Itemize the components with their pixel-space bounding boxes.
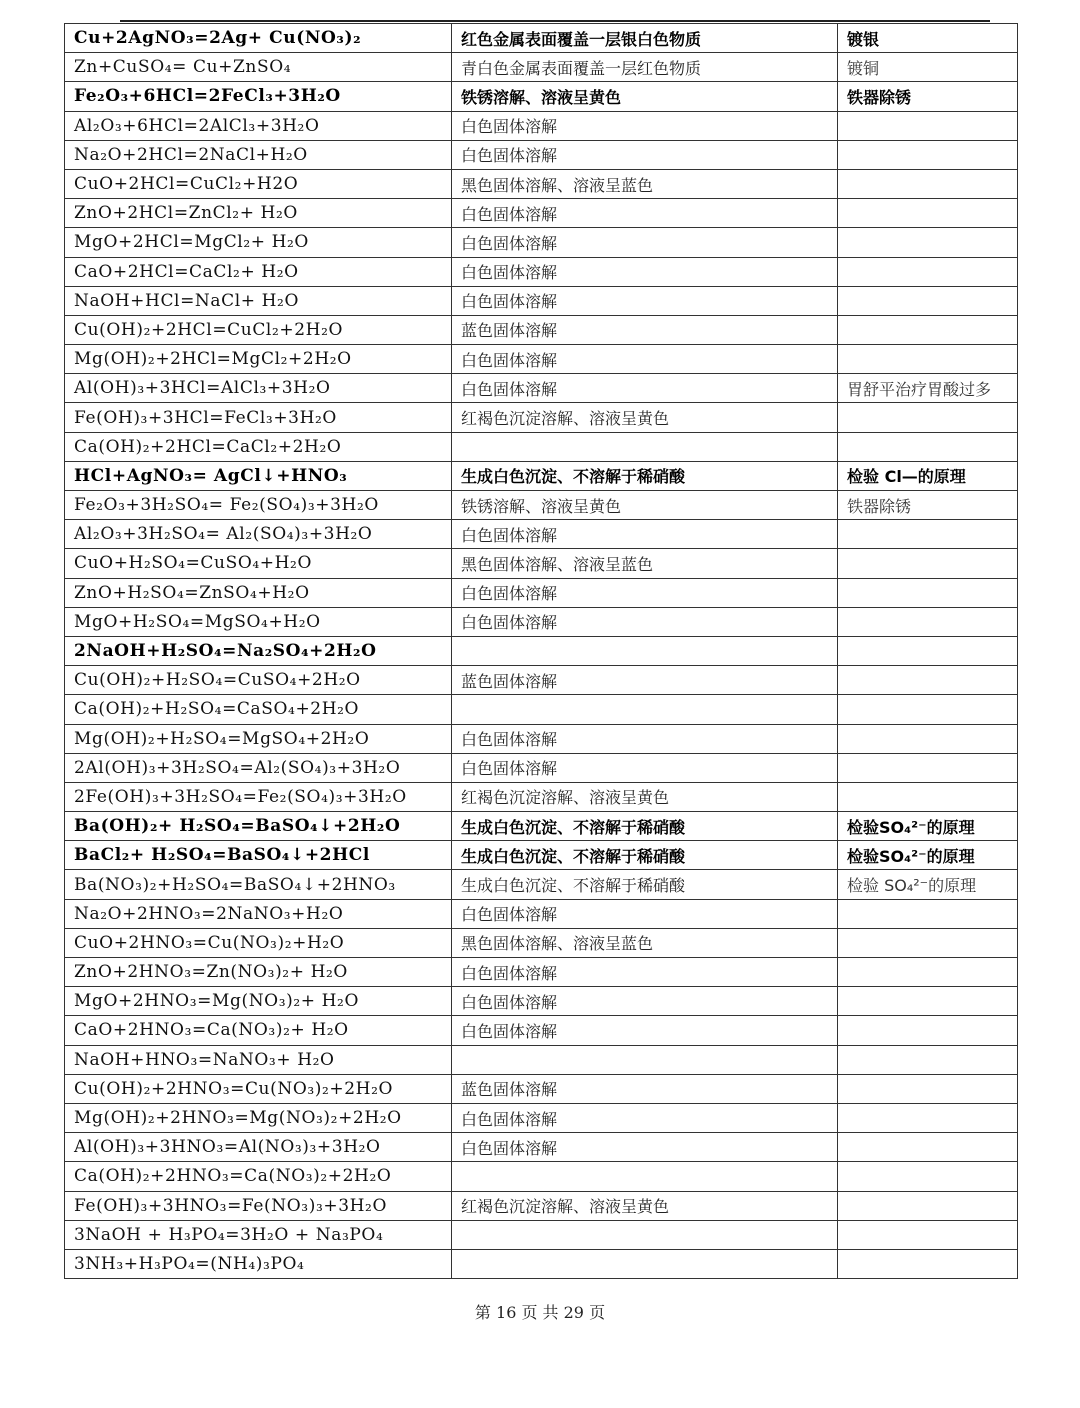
table-row bbox=[65, 140, 1018, 169]
table-row bbox=[65, 1220, 1018, 1249]
equation-cell: Al₂O₃+3H₂SO₄= Al₂(SO₄)₃+3H₂O bbox=[65, 520, 452, 549]
application-cell bbox=[838, 928, 1018, 957]
table-row bbox=[65, 987, 1018, 1016]
phenomenon-cell: 黑色固体溶解、溶液呈蓝色 bbox=[452, 169, 838, 198]
application-cell: 检验SO₄²⁻的原理 bbox=[838, 841, 1018, 870]
application-cell bbox=[838, 1220, 1018, 1249]
application-cell bbox=[838, 549, 1018, 578]
equation-cell: Na₂O+2HNO₃=2NaNO₃+H₂O bbox=[65, 899, 452, 928]
phenomenon-cell: 白色固体溶解 bbox=[452, 899, 838, 928]
application-cell: 镀银 bbox=[838, 24, 1018, 53]
table-row bbox=[65, 607, 1018, 636]
table-row bbox=[65, 636, 1018, 665]
phenomenon-cell: 铁锈溶解、溶液呈黄色 bbox=[452, 82, 838, 111]
phenomenon-cell bbox=[452, 1249, 838, 1278]
table-row bbox=[65, 286, 1018, 315]
table-row bbox=[65, 199, 1018, 228]
application-cell bbox=[838, 987, 1018, 1016]
application-cell bbox=[838, 753, 1018, 782]
application-cell: 检验SO₄²⁻的原理 bbox=[838, 812, 1018, 841]
equation-cell: Fe₂O₃+3H₂SO₄= Fe₂(SO₄)₃+3H₂O bbox=[65, 491, 452, 520]
phenomenon-cell: 生成白色沉淀、不溶解于稀硝酸 bbox=[452, 870, 838, 899]
phenomenon-cell: 白色固体溶解 bbox=[452, 753, 838, 782]
table-row bbox=[65, 403, 1018, 432]
phenomenon-cell bbox=[452, 1220, 838, 1249]
table-row bbox=[65, 1045, 1018, 1074]
reaction-table bbox=[64, 23, 1018, 1279]
phenomenon-cell: 黑色固体溶解、溶液呈蓝色 bbox=[452, 928, 838, 957]
table-row bbox=[65, 928, 1018, 957]
table-row bbox=[65, 1191, 1018, 1220]
phenomenon-cell: 白色固体溶解 bbox=[452, 520, 838, 549]
phenomenon-cell: 白色固体溶解 bbox=[452, 345, 838, 374]
phenomenon-cell: 红褐色沉淀溶解、溶液呈黄色 bbox=[452, 1191, 838, 1220]
phenomenon-cell: 生成白色沉淀、不溶解于稀硝酸 bbox=[452, 841, 838, 870]
application-cell: 铁器除锈 bbox=[838, 491, 1018, 520]
equation-cell: Mg(OH)₂+H₂SO₄=MgSO₄+2H₂O bbox=[65, 724, 452, 753]
application-cell bbox=[838, 345, 1018, 374]
table-row bbox=[65, 1103, 1018, 1132]
table-row bbox=[65, 1249, 1018, 1278]
equation-cell: CaO+2HCl=CaCl₂+ H₂O bbox=[65, 257, 452, 286]
equation-cell: Mg(OH)₂+2HCl=MgCl₂+2H₂O bbox=[65, 345, 452, 374]
application-cell bbox=[838, 257, 1018, 286]
equation-cell: Na₂O+2HCl=2NaCl+H₂O bbox=[65, 140, 452, 169]
application-cell bbox=[838, 520, 1018, 549]
application-cell bbox=[838, 1133, 1018, 1162]
application-cell bbox=[838, 199, 1018, 228]
application-cell bbox=[838, 1016, 1018, 1045]
page-footer: 第 16 页 共 29 页 bbox=[474, 1303, 606, 1322]
table-row bbox=[65, 53, 1018, 82]
application-cell bbox=[838, 1045, 1018, 1074]
equation-cell: Al(OH)₃+3HCl=AlCl₃+3H₂O bbox=[65, 374, 452, 403]
application-cell bbox=[838, 315, 1018, 344]
equation-cell: Fe(OH)₃+3HNO₃=Fe(NO₃)₃+3H₂O bbox=[65, 1191, 452, 1220]
phenomenon-cell: 青白色金属表面覆盖一层红色物质 bbox=[452, 53, 838, 82]
table-row bbox=[65, 345, 1018, 374]
equation-cell: Ca(OH)₂+2HNO₃=Ca(NO₃)₂+2H₂O bbox=[65, 1162, 452, 1191]
application-cell bbox=[838, 140, 1018, 169]
application-cell: 检验 SO₄²⁻的原理 bbox=[838, 870, 1018, 899]
table-row bbox=[65, 899, 1018, 928]
phenomenon-cell: 蓝色固体溶解 bbox=[452, 666, 838, 695]
table-row bbox=[65, 228, 1018, 257]
application-cell bbox=[838, 286, 1018, 315]
application-cell: 铁器除锈 bbox=[838, 82, 1018, 111]
application-cell bbox=[838, 695, 1018, 724]
table-row bbox=[65, 812, 1018, 841]
equation-cell: BaCl₂+ H₂SO₄=BaSO₄↓+2HCl bbox=[65, 841, 452, 870]
application-cell: 镀铜 bbox=[838, 53, 1018, 82]
phenomenon-cell: 红色金属表面覆盖一层银白色物质 bbox=[452, 24, 838, 53]
application-cell bbox=[838, 1074, 1018, 1103]
table-row bbox=[65, 491, 1018, 520]
phenomenon-cell: 红褐色沉淀溶解、溶液呈黄色 bbox=[452, 403, 838, 432]
phenomenon-cell: 白色固体溶解 bbox=[452, 374, 838, 403]
equation-cell: Al₂O₃+6HCl=2AlCl₃+3H₂O bbox=[65, 111, 452, 140]
table-row bbox=[65, 169, 1018, 198]
table-row bbox=[65, 1016, 1018, 1045]
phenomenon-cell bbox=[452, 432, 838, 461]
equation-cell: CaO+2HNO₃=Ca(NO₃)₂+ H₂O bbox=[65, 1016, 452, 1045]
application-cell: 检验 Cl—的原理 bbox=[838, 461, 1018, 490]
equation-cell: ZnO+2HCl=ZnCl₂+ H₂O bbox=[65, 199, 452, 228]
phenomenon-cell: 白色固体溶解 bbox=[452, 724, 838, 753]
phenomenon-cell: 白色固体溶解 bbox=[452, 140, 838, 169]
phenomenon-cell: 白色固体溶解 bbox=[452, 228, 838, 257]
application-cell bbox=[838, 228, 1018, 257]
phenomenon-cell: 生成白色沉淀、不溶解于稀硝酸 bbox=[452, 461, 838, 490]
table-row bbox=[65, 1162, 1018, 1191]
equation-cell: 3NH₃+H₃PO₄=(NH₄)₃PO₄ bbox=[65, 1249, 452, 1278]
equation-cell: Mg(OH)₂+2HNO₃=Mg(NO₃)₂+2H₂O bbox=[65, 1103, 452, 1132]
phenomenon-cell bbox=[452, 1162, 838, 1191]
equation-cell: Fe(OH)₃+3HCl=FeCl₃+3H₂O bbox=[65, 403, 452, 432]
phenomenon-cell: 白色固体溶解 bbox=[452, 257, 838, 286]
phenomenon-cell: 白色固体溶解 bbox=[452, 987, 838, 1016]
equation-cell: Zn+CuSO₄= Cu+ZnSO₄ bbox=[65, 53, 452, 82]
application-cell bbox=[838, 169, 1018, 198]
equation-cell: 2Al(OH)₃+3H₂SO₄=Al₂(SO₄)₃+3H₂O bbox=[65, 753, 452, 782]
equation-cell: 3NaOH + H₃PO₄=3H₂O + Na₃PO₄ bbox=[65, 1220, 452, 1249]
application-cell bbox=[838, 636, 1018, 665]
phenomenon-cell: 铁锈溶解、溶液呈黄色 bbox=[452, 491, 838, 520]
phenomenon-cell: 白色固体溶解 bbox=[452, 111, 838, 140]
equation-cell: Ba(NO₃)₂+H₂SO₄=BaSO₄↓+2HNO₃ bbox=[65, 870, 452, 899]
equation-cell: ZnO+2HNO₃=Zn(NO₃)₂+ H₂O bbox=[65, 958, 452, 987]
phenomenon-cell: 蓝色固体溶解 bbox=[452, 315, 838, 344]
phenomenon-cell: 蓝色固体溶解 bbox=[452, 1074, 838, 1103]
table-row bbox=[65, 578, 1018, 607]
application-cell bbox=[838, 666, 1018, 695]
table-row bbox=[65, 666, 1018, 695]
table-row bbox=[65, 1133, 1018, 1162]
application-cell bbox=[838, 958, 1018, 987]
equation-cell: Ca(OH)₂+H₂SO₄=CaSO₄+2H₂O bbox=[65, 695, 452, 724]
table-row bbox=[65, 724, 1018, 753]
table-row bbox=[65, 958, 1018, 987]
application-cell bbox=[838, 111, 1018, 140]
table-row bbox=[65, 24, 1018, 53]
equation-cell: CuO+2HNO₃=Cu(NO₃)₂+H₂O bbox=[65, 928, 452, 957]
table-row bbox=[65, 1074, 1018, 1103]
phenomenon-cell: 白色固体溶解 bbox=[452, 578, 838, 607]
table-row bbox=[65, 374, 1018, 403]
equation-cell: Ca(OH)₂+2HCl=CaCl₂+2H₂O bbox=[65, 432, 452, 461]
reaction-table-body bbox=[65, 24, 1018, 1279]
phenomenon-cell bbox=[452, 1045, 838, 1074]
phenomenon-cell bbox=[452, 636, 838, 665]
equation-cell: Fe₂O₃+6HCl=2FeCl₃+3H₂O bbox=[65, 82, 452, 111]
equation-cell: NaOH+HNO₃=NaNO₃+ H₂O bbox=[65, 1045, 452, 1074]
equation-cell: MgO+2HNO₃=Mg(NO₃)₂+ H₂O bbox=[65, 987, 452, 1016]
application-cell bbox=[838, 432, 1018, 461]
phenomenon-cell: 红褐色沉淀溶解、溶液呈黄色 bbox=[452, 782, 838, 811]
table-row bbox=[65, 549, 1018, 578]
table-row bbox=[65, 782, 1018, 811]
application-cell bbox=[838, 607, 1018, 636]
phenomenon-cell: 白色固体溶解 bbox=[452, 1016, 838, 1045]
table-row bbox=[65, 432, 1018, 461]
application-cell: 胃舒平治疗胃酸过多 bbox=[838, 374, 1018, 403]
phenomenon-cell bbox=[452, 695, 838, 724]
phenomenon-cell: 生成白色沉淀、不溶解于稀硝酸 bbox=[452, 812, 838, 841]
equation-cell: HCl+AgNO₃= AgCl↓+HNO₃ bbox=[65, 461, 452, 490]
equation-cell: NaOH+HCl=NaCl+ H₂O bbox=[65, 286, 452, 315]
equation-cell: Cu(OH)₂+2HCl=CuCl₂+2H₂O bbox=[65, 315, 452, 344]
table-row bbox=[65, 257, 1018, 286]
application-cell bbox=[838, 1162, 1018, 1191]
equation-cell: CuO+2HCl=CuCl₂+H2O bbox=[65, 169, 452, 198]
phenomenon-cell: 白色固体溶解 bbox=[452, 958, 838, 987]
equation-cell: Al(OH)₃+3HNO₃=Al(NO₃)₃+3H₂O bbox=[65, 1133, 452, 1162]
table-row bbox=[65, 695, 1018, 724]
equation-cell: MgO+2HCl=MgCl₂+ H₂O bbox=[65, 228, 452, 257]
application-cell bbox=[838, 724, 1018, 753]
table-row bbox=[65, 841, 1018, 870]
top-rule bbox=[120, 20, 990, 22]
table-row bbox=[65, 520, 1018, 549]
equation-cell: ZnO+H₂SO₄=ZnSO₄+H₂O bbox=[65, 578, 452, 607]
equation-cell: Cu(OH)₂+H₂SO₄=CuSO₄+2H₂O bbox=[65, 666, 452, 695]
equation-cell: Ba(OH)₂+ H₂SO₄=BaSO₄↓+2H₂O bbox=[65, 812, 452, 841]
equation-cell: 2Fe(OH)₃+3H₂SO₄=Fe₂(SO₄)₃+3H₂O bbox=[65, 782, 452, 811]
table-row bbox=[65, 753, 1018, 782]
application-cell bbox=[838, 1191, 1018, 1220]
phenomenon-cell: 黑色固体溶解、溶液呈蓝色 bbox=[452, 549, 838, 578]
table-row bbox=[65, 82, 1018, 111]
application-cell bbox=[838, 782, 1018, 811]
equation-cell: Cu+2AgNO₃=2Ag+ Cu(NO₃)₂ bbox=[65, 24, 452, 53]
equation-cell: MgO+H₂SO₄=MgSO₄+H₂O bbox=[65, 607, 452, 636]
application-cell bbox=[838, 1103, 1018, 1132]
table-row bbox=[65, 870, 1018, 899]
table-row bbox=[65, 111, 1018, 140]
phenomenon-cell: 白色固体溶解 bbox=[452, 607, 838, 636]
phenomenon-cell: 白色固体溶解 bbox=[452, 1103, 838, 1132]
table-row bbox=[65, 315, 1018, 344]
phenomenon-cell: 白色固体溶解 bbox=[452, 199, 838, 228]
application-cell bbox=[838, 578, 1018, 607]
phenomenon-cell: 白色固体溶解 bbox=[452, 1133, 838, 1162]
equation-cell: 2NaOH+H₂SO₄=Na₂SO₄+2H₂O bbox=[65, 636, 452, 665]
table-row bbox=[65, 461, 1018, 490]
application-cell bbox=[838, 1249, 1018, 1278]
phenomenon-cell: 白色固体溶解 bbox=[452, 286, 838, 315]
application-cell bbox=[838, 403, 1018, 432]
application-cell bbox=[838, 899, 1018, 928]
equation-cell: CuO+H₂SO₄=CuSO₄+H₂O bbox=[65, 549, 452, 578]
equation-cell: Cu(OH)₂+2HNO₃=Cu(NO₃)₂+2H₂O bbox=[65, 1074, 452, 1103]
